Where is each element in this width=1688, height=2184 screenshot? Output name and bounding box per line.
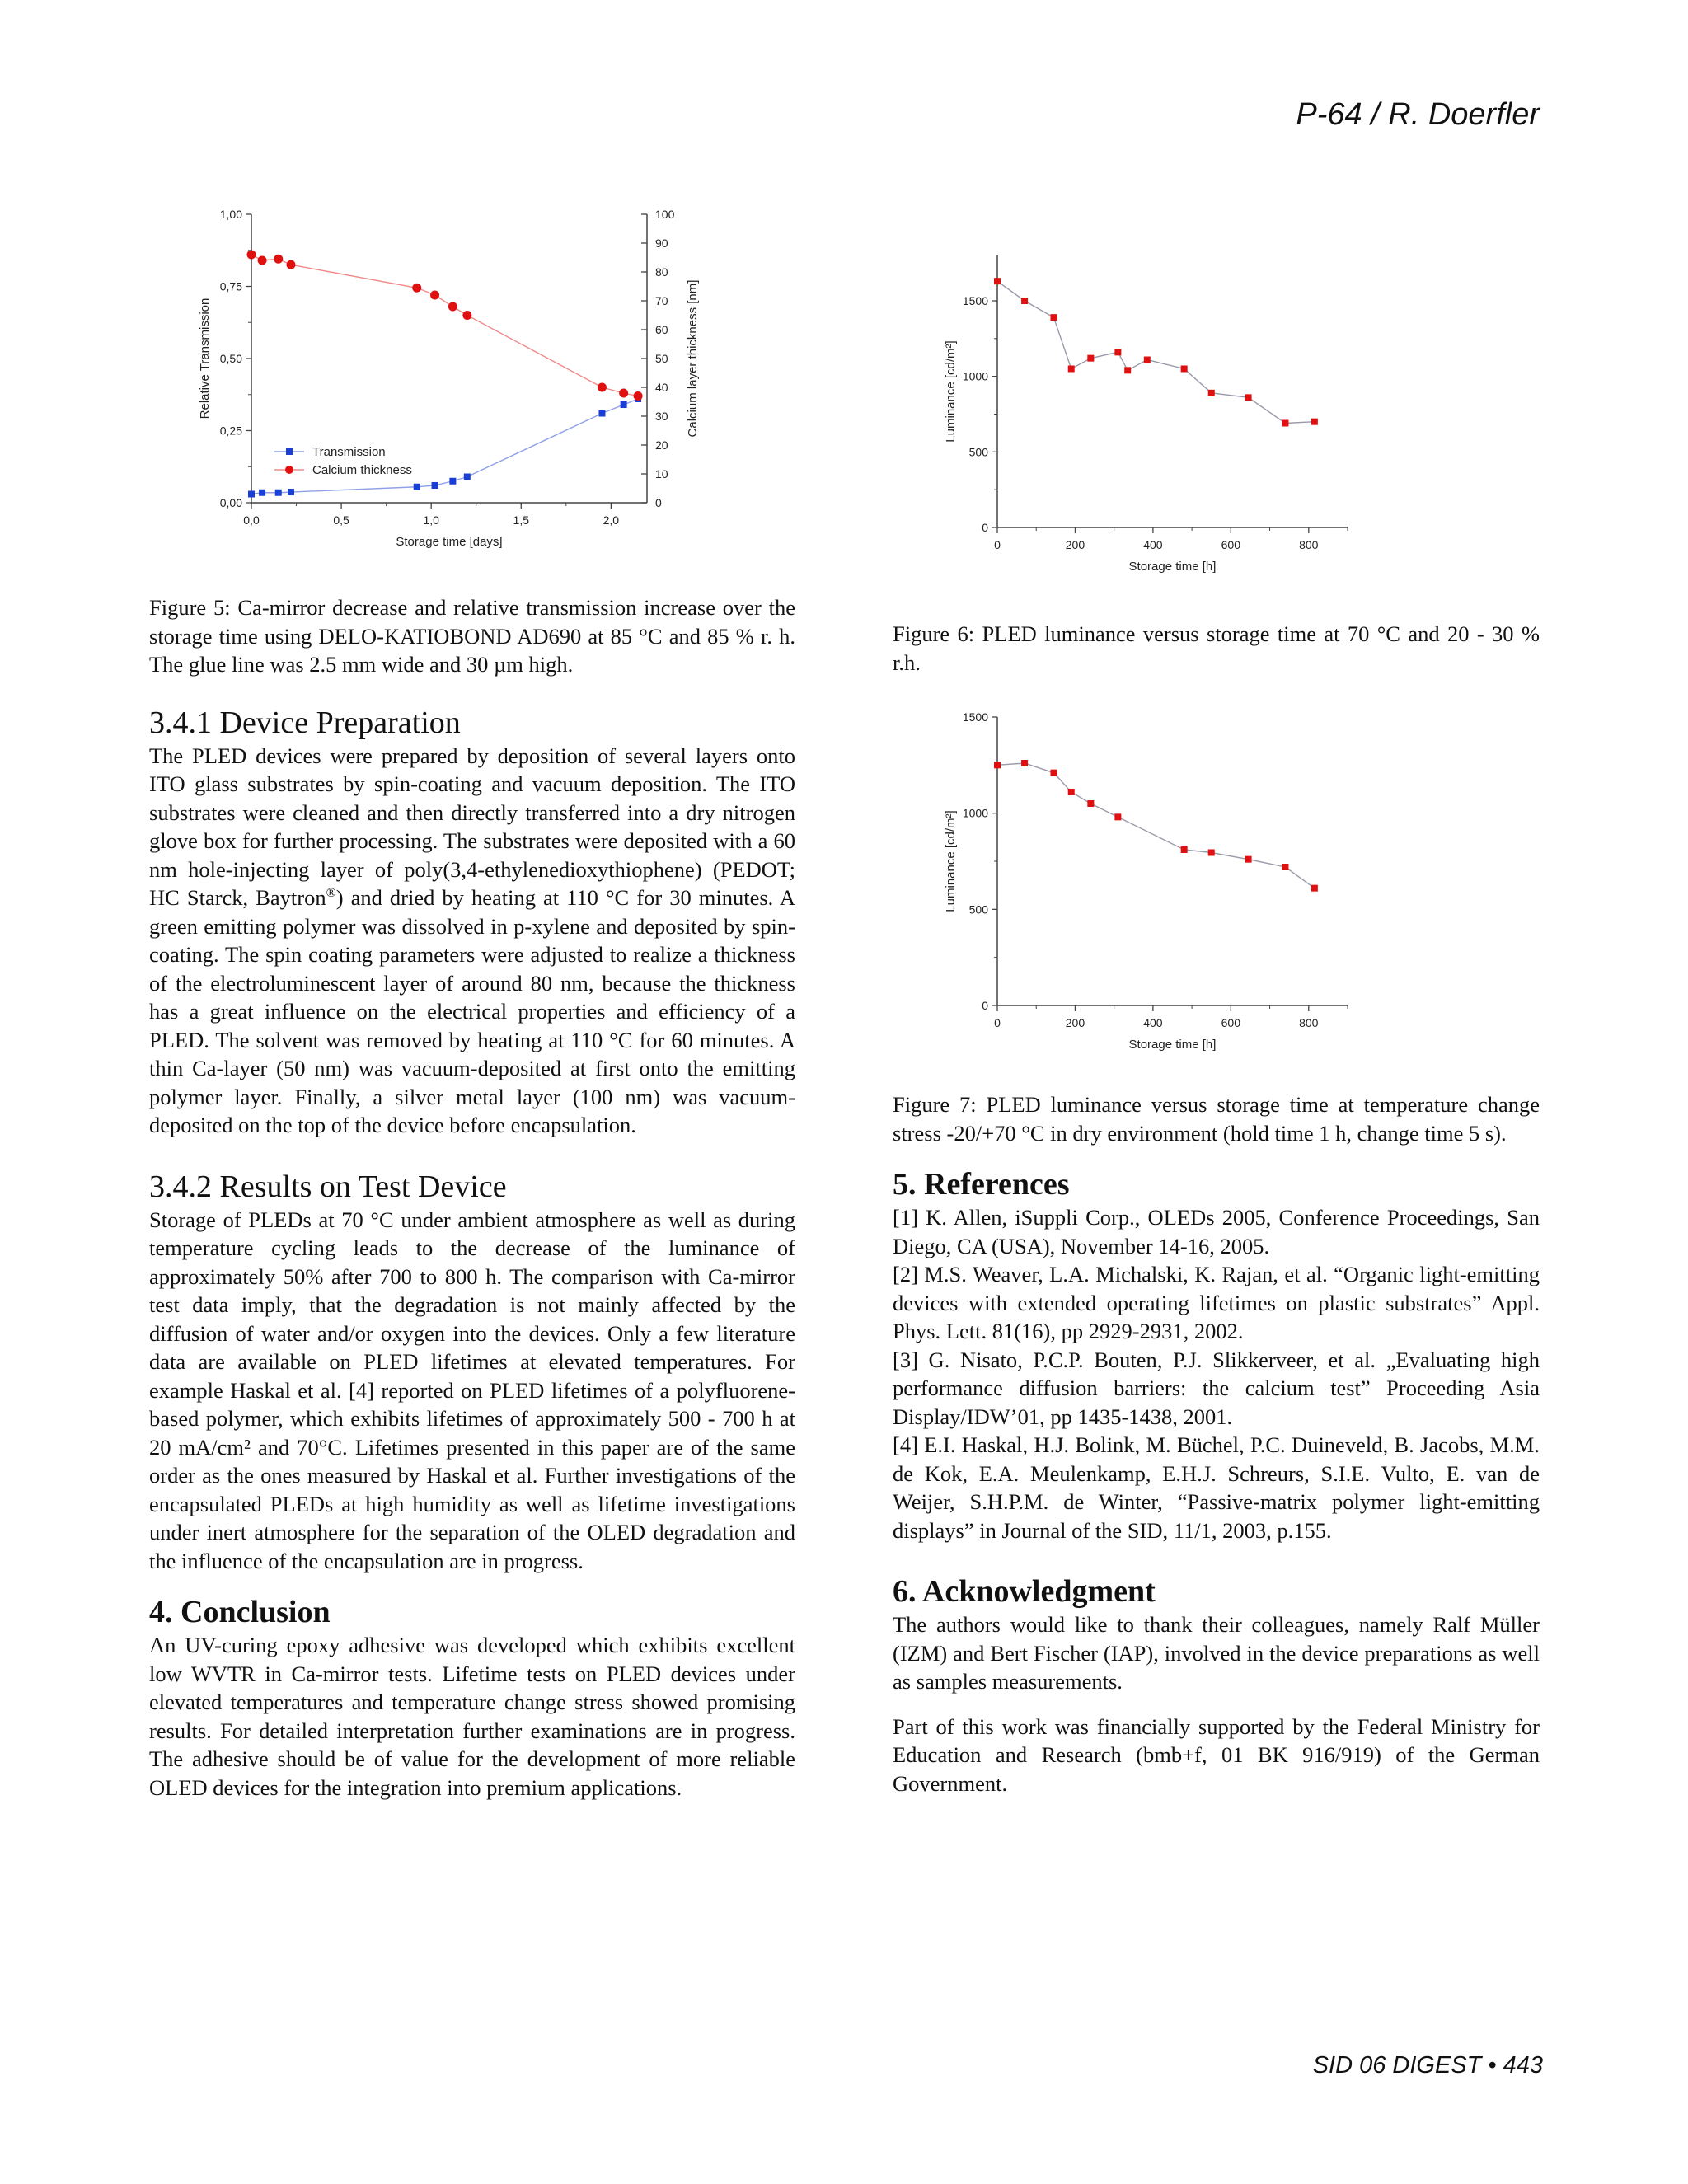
x-tick-label: 0 [994,538,1001,551]
y2-tick-label: 90 [655,237,668,250]
section-6-paragraph-1: The authors would like to thank their colleagues, namely Ralf Müller (IZM) and Bert Fischer (IAP), involved in the device preparations as well as samples measurements. [893,1612,1540,1694]
data-point [448,302,457,312]
figure-7-caption: Figure 7: PLED luminance versus storage time at temperature change stress -20/+70 °C in dry environment (hold time 1 h, change time 5 s). [893,1092,1540,1146]
x-tick-label: 400 [1143,538,1163,551]
y-tick-label: 0,75 [219,279,242,293]
y-tick-label: 1000 [962,369,988,383]
figure-5-caption: Figure 5: Ca-mirror decrease and relative transmission increase over the storage time using DELO-KATIOBOND AD690 at 85 °C and 85 % r. h. The glue line was 2.5 mm wide and 30 µm high. [149,595,795,677]
data-point [248,491,255,498]
y2-tick-label: 10 [655,467,668,480]
data-point [1181,846,1188,853]
section-4-heading: 4. Conclusion [149,1595,331,1629]
section-6-paragraph-2: Part of this work was financially supported by the Federal Ministry for Education and Research (bmb+f, 01 BK 916/919) of the German Government. [893,1713,1540,1796]
data-point [994,762,1001,768]
reference-4: [4] E.I. Haskal, H.J. Bolink, M. Büchel, P.C. Duineveld, B. Jacobs, M.M. de Kok, E.A. Meulenkamp, E.H.J. Schreurs, S.I.E. Vulto, E. van de Weijer, S.H.P.M. de Winter, “Passive-matrix polymer light-emitting displays” in Journal of the SID, 11/1, 2003, p.155. [893,1432,1540,1543]
data-point [259,490,265,496]
y-tick-label: 500 [968,445,988,459]
y2-tick-label: 20 [655,438,668,452]
y-tick-label: 0,00 [219,496,242,509]
y-tick-label: 1000 [962,806,988,820]
x-tick-label: 400 [1143,1016,1163,1029]
data-point [274,255,283,264]
reference-2: [2] M.S. Weaver, L.A. Michalski, K. Rajan, et al. “Organic light-emitting devices with extended operating lifetimes on plastic substrates” Appl. Phys. Lett. 81(16), pp 2929-2931, 2002. [893,1262,1540,1343]
section-341-paragraph [149,742,795,1140]
data-point [275,490,282,496]
y-tick-label: 0,50 [219,352,242,365]
y2-tick-label: 70 [655,294,668,307]
section-342-heading: 3.4.2 Results on Test Device [149,1169,507,1204]
data-point [598,410,605,417]
data-point [449,478,456,485]
section-6-heading: 6. Acknowledgment [893,1574,1156,1609]
data-point [247,251,256,260]
y-tick-label: 1500 [962,294,988,307]
data-point [430,291,439,300]
section-341-text-a: The PLED devices were prepared by deposition of several layers onto ITO glass substrates by spin-coating and vacuum deposition. The ITO substrates were cleaned and then directly transferred into a dry nitrogen glove box for further processing. The substrates were deposited with a 60 nm hole-injecting layer of poly(3,4-ethylenedioxythiophene) (PEDOT; HC Starck, Baytron [149,743,795,910]
data-point [288,489,294,495]
figure-6-caption: Figure 6: PLED luminance versus storage time at 70 °C and 20 - 30 % r.h. [893,621,1540,675]
x-tick-label: 1,0 [423,513,439,527]
legend-label: Calcium thickness [312,463,412,477]
data-point [1311,419,1318,425]
data-point [1021,760,1028,766]
y2-tick-label: 0 [655,496,662,509]
data-point [1144,357,1151,363]
figure-6-chart [931,231,1409,585]
x-tick-label: 2,0 [603,513,620,527]
data-point [634,391,643,401]
data-point [1181,366,1188,373]
data-point [619,389,628,398]
figure-5-chart [181,198,709,569]
data-point [1208,390,1215,396]
data-point [1068,366,1075,373]
left-column [149,593,795,1802]
data-point [994,278,1001,284]
figure-7-chart [931,701,1409,1055]
x-tick-label: 600 [1221,538,1241,551]
series-line [251,399,638,494]
data-point [464,474,471,480]
series-line [997,763,1315,888]
data-point [258,256,267,265]
section-341-text-b: ) and dried by heating at 110 °C for 30 minutes. A green emitting polymer was dissolved in p-xylene and deposited by spin-coating. The spin coating parameters were adjusted to realize a thickness of the electroluminescent layer of around 80 nm, because the thickness has a great influence on the electrical properties and efficiency of a PLED. The solvent was removed by heating at 110 °C for 60 minutes. A thin Ca-layer (50 nm) was vacuum-deposited at first onto the emitting polymer layer. Finally, a silver metal layer (100 nm) was vacuum-deposited on the top of the device before encapsulation. [149,885,795,1137]
data-point [1282,864,1288,870]
data-point [462,311,471,320]
data-point [1021,298,1028,304]
legend-marker [285,466,293,474]
y2-tick-label: 80 [655,265,668,279]
x-tick-label: 200 [1065,1016,1085,1029]
legend-label: Transmission [312,445,386,459]
y-axis-label: Luminance [cd/m²] [944,810,958,912]
y-tick-label: 0,25 [219,424,242,438]
section-5-heading: 5. References [893,1167,1070,1202]
x-tick-label: 200 [1065,538,1085,551]
data-point [621,401,627,408]
x-tick-label: 800 [1299,538,1319,551]
x-tick-label: 1,5 [513,513,530,527]
data-point [1068,789,1075,795]
data-point [1208,850,1215,856]
data-point [598,383,607,392]
registered-mark: ® [326,886,336,901]
legend-marker [286,448,293,455]
y-tick-label: 0 [982,999,988,1012]
y-axis-label: Luminance [cd/m²] [944,340,958,443]
y-tick-label: 0 [982,521,988,534]
running-header: P-64 / R. Doerfler [1296,97,1540,132]
x-axis-label: Storage time [h] [1128,1038,1217,1052]
y-axis-label: Relative Transmission [198,298,212,419]
x-tick-label: 0 [994,1016,1001,1029]
data-point [1124,367,1131,373]
y2-axis-label: Calcium layer thickness [nm] [686,279,700,438]
data-point [1050,314,1057,321]
figure-6-caption-block [893,620,1540,677]
y2-tick-label: 40 [655,381,668,394]
reference-3: [3] G. Nisato, P.C.P. Bouten, P.J. Slikkerveer, et al. „Evaluating high performance diffusion barriers: the calcium test” Proceeding Asia Display/IDW’01, pp 1435-1438, 2001. [893,1347,1540,1429]
x-axis-label: Storage time [days] [396,535,503,549]
right-column [893,1090,1540,1797]
x-tick-label: 0,0 [243,513,260,527]
x-tick-label: 0,5 [333,513,349,527]
data-point [1282,420,1288,427]
data-point [1114,813,1121,820]
section-4-paragraph: An UV-curing epoxy adhesive was developed which exhibits excellent low WVTR in Ca-mirror tests. Lifetime tests on PLED devices under elevated temperatures and temperature change stress showed promising results. For detailed interpretation further examinations are in progress. The adhesive should be of value for the development of more reliable OLED devices for the integration into premium applications. [149,1633,795,1800]
data-point [1087,355,1094,362]
data-point [1311,885,1318,892]
x-tick-label: 600 [1221,1016,1241,1029]
y-tick-label: 1500 [962,710,988,724]
running-footer: SID 06 DIGEST • 443 [1312,2052,1543,2079]
section-342-paragraph: Storage of PLEDs at 70 °C under ambient atmosphere as well as during temperature cycling leads to the decrease of the luminance of approximately 50% after 700 to 800 h. The comparison with Ca-mirror test data imply, that the degradation is not mainly affected by the diffusion of water and/or oxygen into the devices. Only a few literature data are available on PLED lifetimes at elevated temperatures. For example Haskal et al. [4] reported on PLED lifetimes of a polyfluorene-based polymer, which exhibits lifetimes of approximately 500 - 700 h at 20 mA/cm² and 70°C. Lifetimes presented in this paper are of the same order as the ones measured by Haskal et al. Further investigations of the encapsulated PLEDs at high humidity as well as lifetime investigations under inert atmosphere for the separation of the OLED degradation and the influence of the encapsulation are in progress. [149,1207,795,1573]
reference-1: [1] K. Allen, iSuppli Corp., OLEDs 2005, Conference Proceedings, San Diego, CA (USA), November 14-16, 2005. [893,1205,1540,1258]
section-341-heading: 3.4.1 Device Preparation [149,705,461,740]
data-point [1087,800,1094,807]
x-axis-label: Storage time [h] [1128,560,1217,574]
data-point [412,284,421,293]
data-point [432,482,438,489]
data-point [287,260,296,269]
series-line [251,255,638,396]
y2-tick-label: 30 [655,410,668,423]
data-point [1114,349,1121,355]
x-tick-label: 800 [1299,1016,1319,1029]
y2-tick-label: 100 [655,208,675,221]
series-line [997,281,1315,423]
data-point [1050,770,1057,776]
y-tick-label: 500 [968,902,988,916]
data-point [414,484,420,490]
y-tick-label: 1,00 [219,208,242,221]
y2-tick-label: 50 [655,352,668,365]
data-point [1245,856,1252,863]
data-point [1245,394,1252,401]
y2-tick-label: 60 [655,323,668,336]
